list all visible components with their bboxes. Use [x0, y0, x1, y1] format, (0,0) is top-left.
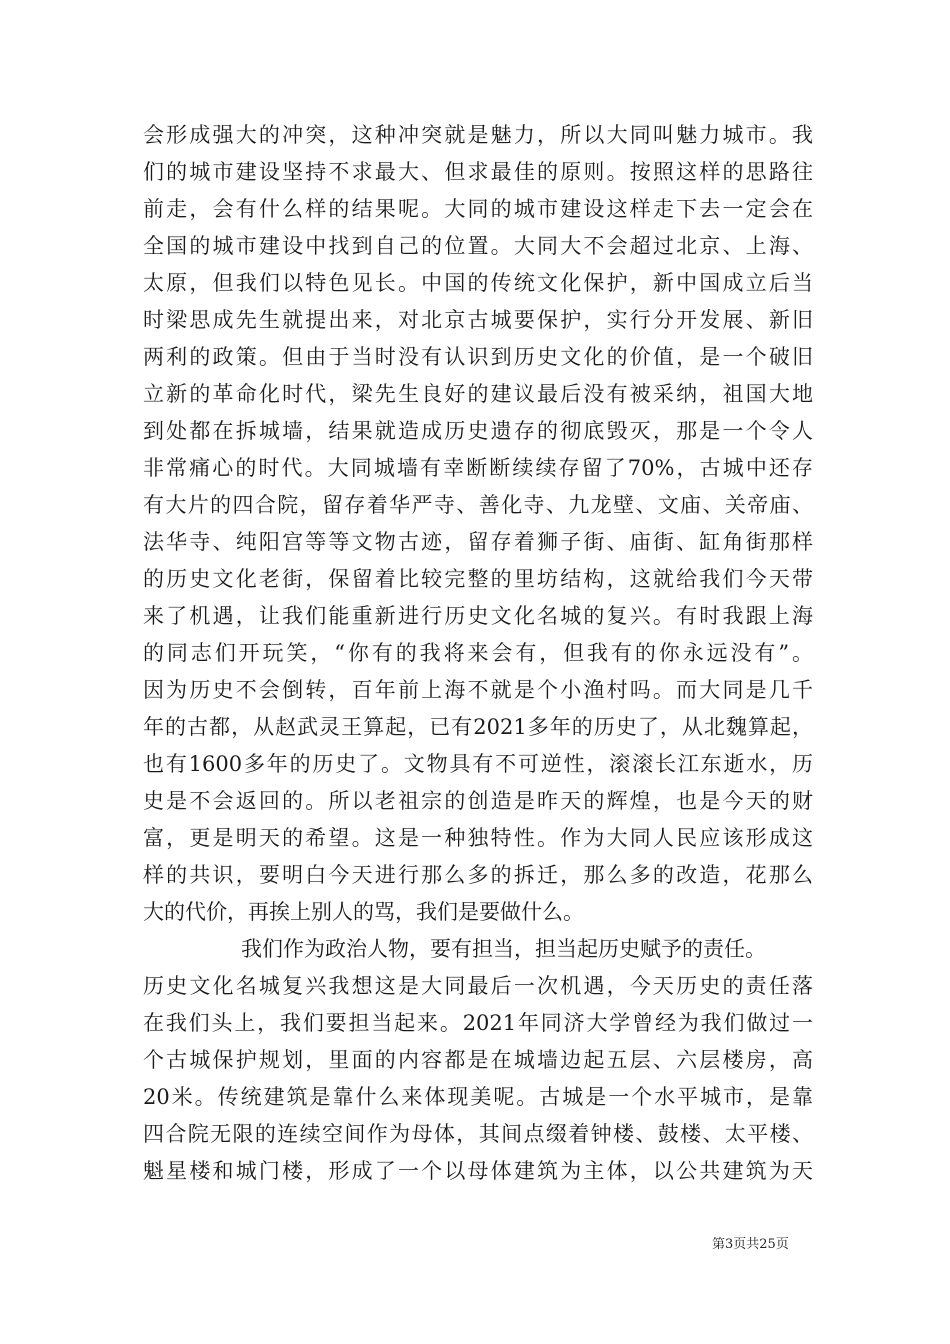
text-line: 的历史文化老街，保留着比较完整的里坊结构，这就给我们今天带 [143, 567, 813, 591]
page-number-footer: 第3页共25页 [712, 1237, 789, 1252]
text-line: 法华寺、纯阳宫等等文物古迹，留存着狮子街、庙街、缸角街那样 [143, 530, 813, 554]
text-line: 也有1600多年的历史了。文物具有不可逆性，滚滚长江东逝水，历 [143, 752, 813, 776]
text-line: 有大片的四合院，留存着华严寺、善化寺、九龙壁、文庙、关帝庙、 [143, 493, 813, 517]
text-line: 20米。传统建筑是靠什么来体现美呢。古城是一个水平城市，是靠 [143, 1085, 813, 1109]
text-line: 们的城市建设坚持不求最大、但求最佳的原则。按照这样的思路往 [143, 160, 813, 184]
text-line: 样的共识，要明白今天进行那么多的拆迁，那么多的改造，花那么 [143, 863, 813, 887]
text-line: 在我们头上，我们要担当起来。2021年同济大学曾经为我们做过一 [143, 1011, 813, 1035]
text-line: 史是不会返回的。所以老祖宗的创造是昨天的辉煌，也是今天的财 [143, 789, 813, 813]
paragraph [143, 931, 813, 1190]
text-line: 的同志们开玩笑，“你有的我将来会有，但我有的你永远没有”。 [143, 641, 813, 665]
text-line: 立新的革命化时代，梁先生良好的建议最后没有被采纳，祖国大地 [143, 382, 813, 406]
text-line: 因为历史不会倒转，百年前上海不就是个小渔村吗。而大同是几千 [143, 678, 813, 702]
text-line: 富，更是明天的希望。这是一种独特性。作为大同人民应该形成这 [143, 826, 813, 850]
text-line: 我们作为政治人物，要有担当，担当起历史赋予的责任。 [241, 937, 766, 961]
text-line: 非常痛心的时代。大同城墙有幸断断续续存留了70%，古城中还存 [143, 456, 813, 480]
text-line: 大的代价，再挨上别人的骂，我们是要做什么。 [143, 900, 584, 924]
text-line: 会形成强大的冲突，这种冲突就是魅力，所以大同叫魅力城市。我 [143, 123, 813, 147]
text-line: 两利的政策。但由于当时没有认识到历史文化的价值，是一个破旧 [143, 345, 813, 369]
paragraph [143, 117, 813, 931]
text-line: 全国的城市建设中找到自己的位置。大同大不会超过北京、上海、 [143, 234, 813, 258]
text-line: 四合院无限的连续空间作为母体，其间点缀着钟楼、鼓楼、太平楼、 [143, 1122, 813, 1146]
body-text [143, 117, 813, 1190]
text-line: 历史文化名城复兴我想这是大同最后一次机遇，今天历史的责任落 [143, 974, 813, 998]
text-line: 个古城保护规划，里面的内容都是在城墙边起五层、六层楼房，高 [143, 1048, 813, 1072]
text-line: 时梁思成先生就提出来，对北京古城要保护，实行分开发展、新旧 [143, 308, 813, 332]
text-line: 太原，但我们以特色见长。中国的传统文化保护，新中国成立后当 [143, 271, 813, 295]
text-line: 魁星楼和城门楼，形成了一个以母体建筑为主体，以公共建筑为天 [143, 1159, 813, 1183]
text-line: 到处都在拆城墙，结果就造成历史遗存的彻底毁灭，那是一个令人 [143, 419, 813, 443]
text-line: 年的古都，从赵武灵王算起，已有2021多年的历史了，从北魏算起， [143, 715, 813, 739]
text-line: 来了机遇，让我们能重新进行历史文化名城的复兴。有时我跟上海 [143, 604, 813, 628]
text-line: 前走，会有什么样的结果呢。大同的城市建设这样走下去一定会在 [143, 197, 813, 221]
